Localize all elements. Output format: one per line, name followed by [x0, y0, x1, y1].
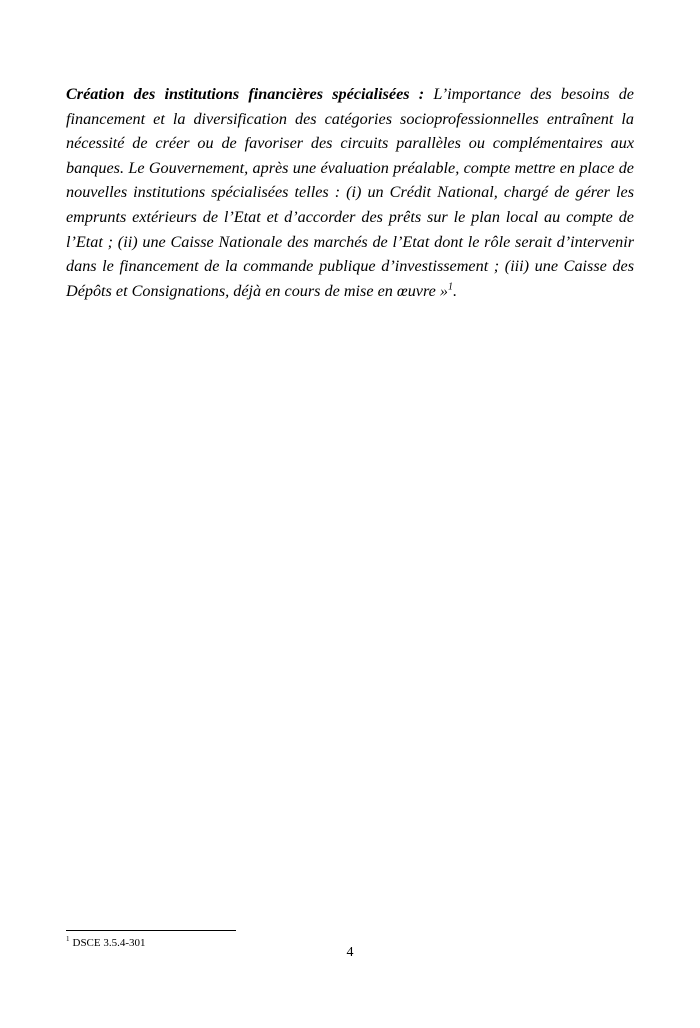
footnote-divider: [66, 930, 236, 931]
body-paragraph: [66, 82, 634, 303]
page-number: 4: [346, 945, 354, 960]
paragraph-end: .: [453, 281, 458, 300]
footnote-reference: 1: [448, 281, 454, 293]
paragraph-lead-heading: Création des institutions financières spécialisées :: [66, 85, 425, 103]
footnote-marker: 1: [66, 935, 70, 944]
footnote-text: DSCE 3.5.4-301: [72, 937, 146, 949]
paragraph-text: L’importance des besoins de financement et la diversification des catégories socioprofessionnelles entraînent la nécessité de créer ou de favoriser des circuits parallèles ou complémentaires aux banques. Le Gouvernement, après une évaluation préalable, compte mettre en place de nouvelles institutions spécialisées telles : (i) un Crédit National, chargé de gérer les emprunts extérieurs de l’Etat et d’accorder des prêts sur le plan local au compte de l’Etat ; (ii) une Caisse Nationale des marchés de l’Etat dont le rôle serait d’intervenir dans le financement de la commande publique d’investissement ; (iii) une Caisse des Dépôts et Consignations, déjà en cours de mise en œuvre »: [66, 85, 634, 300]
